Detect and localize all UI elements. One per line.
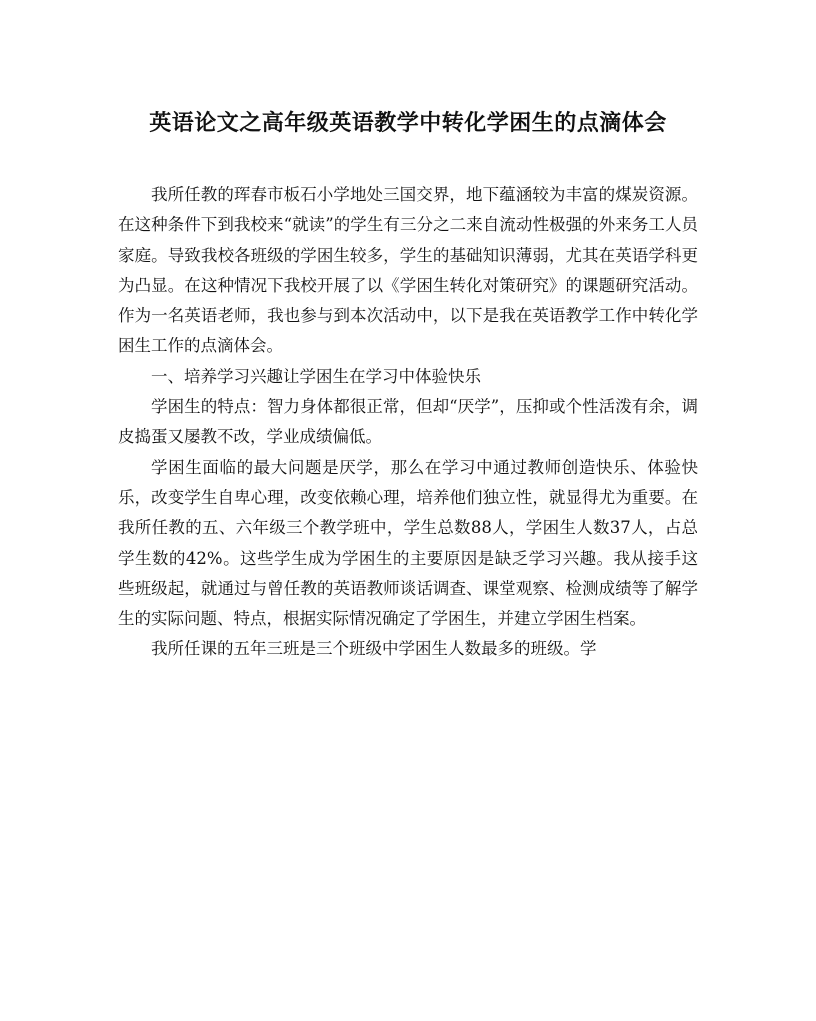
document-body — [118, 180, 698, 665]
paragraph-problem: 学困生面临的最大问题是厌学，那么在学习中通过教师创造快乐、体验快乐，改变学生自卑心理，改变依赖心理，培养他们独立性，就显得尤为重要。在我所任教的五、六年级三个教学班中，学生总数88人，学困生人数37人，占总学生数的42%。这些学生成为学困生的主要原因是缺乏学习兴趣。我从接手这些班级起，就通过与曾任教的英语教师谈话调查、课堂观察、检测成绩等了解学生的实际问题、特点，根据实际情况确定了学困生，并建立学困生档案。 — [118, 457, 698, 629]
section-heading-1: 一、培养学习兴趣让学困生在学习中体验快乐 — [151, 366, 481, 386]
paragraph-class: 我所任课的五年三班是三个班级中学困生人数最多的班级。学 — [151, 639, 597, 659]
paragraph-intro: 我所任教的珲春市板石小学地处三国交界，地下蕴涵较为丰富的煤炭资源。在这种条件下到我校来“就读”的学生有三分之二来自流动性极强的外来务工人员家庭。导致我校各班级的学困生较多，学生的基础知识薄弱，尤其在英语学科更为凸显。在这种情况下我校开展了以《学困生转化对策研究》的课题研究活动。作为一名英语老师，我也参与到本次活动中，以下是我在英语教学工作中转化学困生工作的点滴体会。 — [118, 185, 698, 356]
paragraph-characteristics: 学困生的特点：智力身体都很正常，但却“厌学”，压抑或个性活泼有余，调皮捣蛋又屡教不改，学业成绩偏低。 — [118, 397, 698, 447]
document-title: 英语论文之高年级英语教学中转化学困生的点滴体会 — [149, 110, 667, 136]
